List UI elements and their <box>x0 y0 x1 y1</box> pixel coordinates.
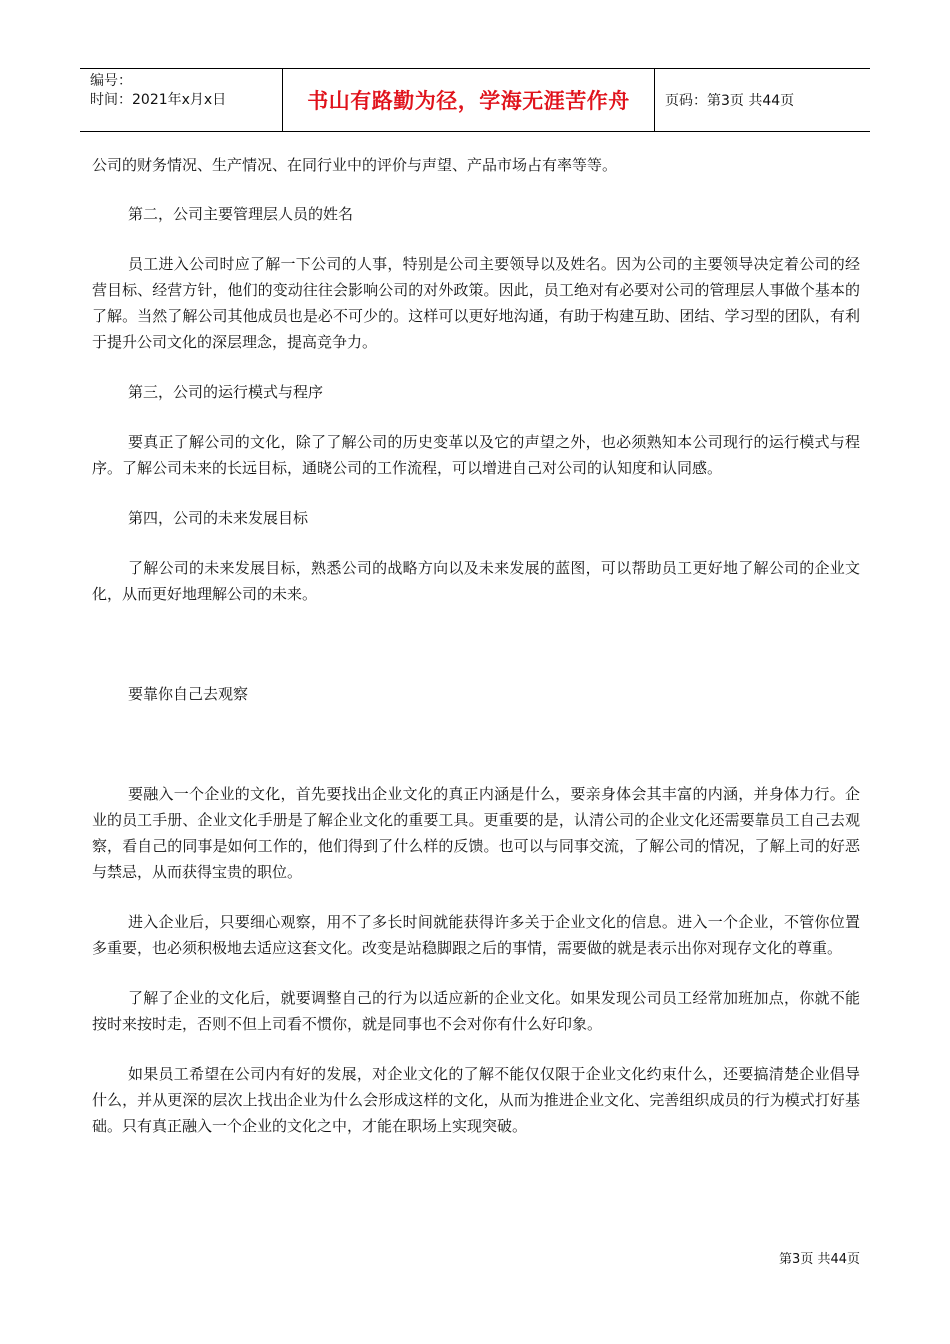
time-label: 时间：2021年x月x日 <box>90 92 227 108</box>
heading-third: 第三，公司的运行模式与程序 <box>128 383 324 401</box>
paragraph-4: 了解公司的未来发展目标，熟悉公司的战略方向以及未来发展的蓝图，可以帮助员工更好地了解公司的企业文化，从而更好地理解公司的未来。 <box>92 559 860 603</box>
page-footer: 第3页 共44页 <box>779 1252 860 1267</box>
paragraph-3: 要真正了解公司的文化，除了了解公司的历史变革以及它的声望之外，也必须熟知本公司现行的运行模式与程序。了解公司未来的长远目标，通晓公司的工作流程，可以增进自己对公司的认知度和认同感。 <box>92 433 860 477</box>
heading-fourth: 第四，公司的未来发展目标 <box>128 509 309 527</box>
paragraph-2: 员工进入公司时应了解一下公司的人事，特别是公司主要领导以及姓名。因为公司的主要领导决定着公司的经营目标、经营方针，他们的变动往往会影响公司的对外政策。因此，员工绝对有必要对公司的管理层人事做个基本的了解。当然了解公司其他成员也是必不可少的。这样可以更好地沟通，有助于构建互助、团结、学习型的团队，有利于提升公司文化的深层理念，提高竞争力。 <box>92 255 860 351</box>
heading-second: 第二，公司主要管理层人员的姓名 <box>128 205 354 223</box>
paragraph-6: 进入企业后，只要细心观察，用不了多长时间就能获得许多关于企业文化的信息。进入一个企业，不管你位置多重要，也必须积极地去适应这套文化。改变是站稳脚跟之后的事情，需要做的就是表示出你对现存文化的尊重。 <box>92 913 860 957</box>
heading-observe: 要靠你自己去观察 <box>128 685 249 703</box>
paragraph-7: 了解了企业的文化后，就要调整自己的行为以适应新的企业文化。如果发现公司员工经常加班加点，你就不能按时来按时走，否则不但上司看不惯你，就是同事也不会对你有什么好印象。 <box>92 989 860 1033</box>
paragraph-1: 公司的财务情况、生产情况、在同行业中的评价与声望、产品市场占有率等等。 <box>92 156 618 174</box>
number-label: 编号： <box>90 73 132 89</box>
paragraph-5: 要融入一个企业的文化，首先要找出企业文化的真正内涵是什么，要亲身体会其丰富的内涵，并身体力行。企业的员工手册、企业文化手册是了解企业文化的重要工具。更重要的是，认清公司的企业文化还需要靠员工自己去观察，看自己的同事是如何工作的，他们得到了什么样的反馈。也可以与同事交流，了解公司的情况，了解上司的好恶与禁忌，从而获得宝贵的职位。 <box>92 785 860 881</box>
document-body <box>92 152 860 1139</box>
paragraph-8: 如果员工希望在公司内有好的发展，对企业文化的了解不能仅仅限于企业文化约束什么，还要搞清楚企业倡导什么，并从更深的层次上找出企业为什么会形成这样的文化，从而为推进企业文化、完善组织成员的行为模式打好基础。只有真正融入一个企业的文化之中，才能在职场上实现突破。 <box>92 1065 860 1135</box>
page-header <box>80 68 870 132</box>
header-meta <box>80 69 282 131</box>
header-motto: 书山有路勤为径，学海无涯苦作舟 <box>282 69 655 131</box>
header-page-info: 页码：第3页 共44页 <box>665 93 795 109</box>
